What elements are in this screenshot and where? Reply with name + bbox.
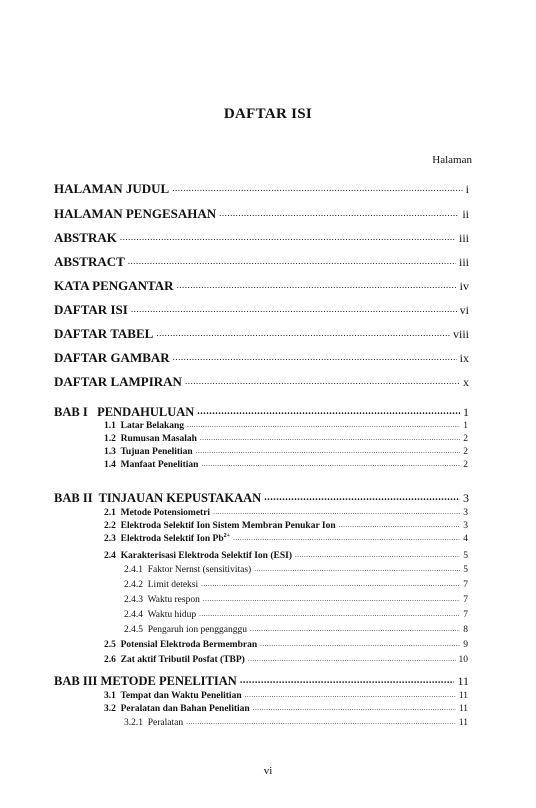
toc-leader-dots	[339, 521, 461, 529]
toc-section-label-text: 2.3 Elektroda Selektif Ion Pb	[104, 534, 224, 545]
toc-leader-dots	[185, 376, 460, 386]
toc-subsection-label: 2.4.5 Pengaruh ion pengganggu	[124, 625, 247, 635]
toc-entry-page: viii	[452, 327, 469, 341]
toc-section-page: 3	[463, 521, 468, 531]
toc-section	[104, 447, 468, 457]
toc-leader-dots	[199, 610, 460, 618]
toc-section	[104, 640, 468, 650]
toc-section-label	[104, 533, 230, 544]
toc-leader-dots	[295, 551, 460, 559]
toc-entry	[54, 230, 469, 246]
toc-section-label: 2.2 Elektroda Selektif Ion Sistem Membran Penukar Ion	[104, 521, 336, 531]
toc-chapter	[54, 491, 469, 506]
toc-section-label: 1.1 Latar Belakang	[104, 421, 185, 431]
toc-section-page: 3	[463, 508, 468, 518]
toc-section-label: 2.1 Metode Potensiometri	[104, 508, 211, 518]
toc-section-page: 5	[463, 551, 468, 561]
toc-leader-dots	[219, 208, 459, 218]
toc-entry	[54, 374, 469, 390]
toc-subsection-page: 7	[463, 595, 468, 605]
toc-leader-dots	[264, 492, 460, 503]
toc-chapter-page: 11	[457, 674, 469, 688]
toc-subsection-label: 2.4.1 Faktor Nernst (sensitivitas)	[124, 565, 252, 575]
toc-leader-dots	[173, 352, 457, 362]
toc-leader-dots	[200, 434, 460, 442]
toc-leader-dots	[240, 675, 455, 686]
toc-leader-dots	[250, 625, 460, 633]
toc-entry-page: iii	[458, 231, 469, 245]
toc-entry	[54, 326, 469, 342]
toc-section-label: 3.1 Tempat dan Waktu Penelitian	[104, 691, 242, 701]
toc-leader-dots	[248, 655, 456, 663]
toc-section	[104, 551, 468, 561]
toc-subsection-label: 2.4.3 Waktu respon	[124, 595, 200, 605]
toc-leader-dots	[254, 565, 460, 573]
toc-section-page: 2	[463, 434, 468, 444]
toc-chapter	[54, 674, 469, 689]
toc-section-label: 2.4 Karakterisasi Elektroda Selektif Ion (ESI)	[104, 551, 292, 561]
page-title: DAFTAR ISI	[223, 106, 313, 122]
toc-section-page: 11	[458, 691, 468, 701]
toc-section-page: 9	[463, 640, 468, 650]
toc-entry-page: vi	[459, 303, 469, 317]
toc-section-label: 3.2 Peralatan dan Bahan Penelitian	[104, 704, 250, 714]
toc-leader-dots	[131, 304, 457, 314]
toc-subsection-page: 8	[463, 625, 468, 635]
page-number-footer: vi	[263, 765, 273, 777]
toc-chapter-page: 1	[463, 405, 469, 419]
toc-entry	[54, 302, 469, 318]
toc-leader-dots	[187, 421, 460, 429]
toc-entry-page: ix	[459, 351, 469, 365]
toc-entry-page: x	[463, 375, 469, 389]
toc-section	[104, 691, 468, 701]
toc-section-page: 2	[463, 447, 468, 457]
toc-leader-dots	[197, 406, 460, 417]
toc-entry-label: KATA PENGANTAR	[54, 278, 174, 293]
toc-leader-dots	[196, 447, 461, 455]
toc-chapter	[54, 405, 469, 420]
toc-section-label: 1.3 Tujuan Penelitian	[104, 447, 193, 457]
toc-leader-dots	[186, 718, 456, 726]
toc-section-page: 4	[463, 534, 468, 545]
toc-entry-label: DAFTAR LAMPIRAN	[54, 374, 182, 389]
toc-subsection-label: 2.4.2 Limit deteksi	[124, 580, 199, 590]
toc-chapter-label: BAB III METODE PENELITIAN	[54, 674, 237, 688]
toc-section-label: 2.6 Zat aktif Tributil Posfat (TBP)	[104, 655, 245, 665]
toc-entry-label: DAFTAR TABEL	[54, 326, 154, 341]
toc-entry	[54, 254, 469, 270]
toc-subsection-page: 5	[463, 565, 468, 575]
toc-subsection-label: 3.2.1 Peralatan	[124, 718, 184, 728]
toc-section-page: 10	[458, 655, 468, 665]
toc-section	[104, 434, 468, 444]
toc-leader-dots	[201, 460, 460, 468]
toc-entry	[54, 350, 469, 366]
toc-section	[104, 508, 468, 518]
toc-section	[104, 521, 468, 531]
toc-entry-page: iii	[458, 255, 469, 269]
toc-section-label: 2.5 Potensial Elektroda Bermembran	[104, 640, 258, 650]
toc-subsection	[124, 625, 468, 635]
toc-entry-page: i	[465, 182, 469, 196]
toc-leader-dots	[213, 508, 460, 516]
toc-entry	[54, 206, 469, 222]
toc-leader-dots	[177, 280, 457, 290]
toc-subsection	[124, 580, 468, 590]
toc-leader-dots	[245, 691, 456, 699]
halaman-label: Halaman	[432, 154, 472, 166]
toc-entry-page: ii	[462, 207, 469, 221]
toc-entry-label: DAFTAR GAMBAR	[54, 350, 170, 365]
toc-subsection-page: 11	[458, 718, 468, 728]
toc-leader-dots	[260, 640, 460, 648]
toc-section-page: 11	[458, 704, 468, 714]
superscript-charge: 2+	[223, 533, 231, 539]
toc-section	[104, 655, 468, 665]
toc-entry-page: iv	[459, 279, 469, 293]
toc-section-page: 1	[463, 421, 468, 431]
toc-subsection-page: 7	[463, 610, 468, 620]
toc-leader-dots	[120, 232, 456, 242]
toc-entry-label: ABSTRAK	[54, 230, 117, 245]
toc-subsection	[124, 610, 468, 620]
toc-leader-dots	[233, 534, 460, 542]
toc-leader-dots	[172, 183, 462, 193]
toc-entry-label: HALAMAN JUDUL	[54, 181, 170, 196]
toc-leader-dots	[201, 580, 460, 588]
toc-entry-label: HALAMAN PENGESAHAN	[54, 206, 217, 221]
toc-section	[104, 704, 468, 714]
toc-chapter-label: BAB II TINJAUAN KEPUSTAKAAN	[54, 491, 262, 505]
toc-entry-label: DAFTAR ISI	[54, 302, 128, 317]
toc-leader-dots	[156, 328, 450, 338]
toc-subsection	[124, 565, 468, 575]
toc-chapter-label: BAB I PENDAHULUAN	[54, 405, 195, 419]
toc-leader-dots	[128, 256, 456, 266]
toc-entry	[54, 181, 469, 197]
toc-subsection-label: 2.4.4 Waktu hidup	[124, 610, 197, 620]
toc-subsection	[124, 718, 468, 728]
toc-section-page: 2	[463, 460, 468, 470]
toc-section	[104, 533, 468, 544]
toc-section-label: 1.4 Manfaat Penelitian	[104, 460, 199, 470]
toc-leader-dots	[203, 595, 460, 603]
toc-section	[104, 421, 468, 431]
toc-section	[104, 460, 468, 470]
toc-chapter-page: 3	[463, 491, 469, 505]
toc-subsection-page: 7	[463, 580, 468, 590]
toc-section-label: 1.2 Rumusan Masalah	[104, 434, 197, 444]
toc-subsection	[124, 595, 468, 605]
toc-leader-dots	[253, 704, 456, 712]
toc-entry-label: ABSTRACT	[54, 254, 125, 269]
toc-entry	[54, 278, 469, 294]
